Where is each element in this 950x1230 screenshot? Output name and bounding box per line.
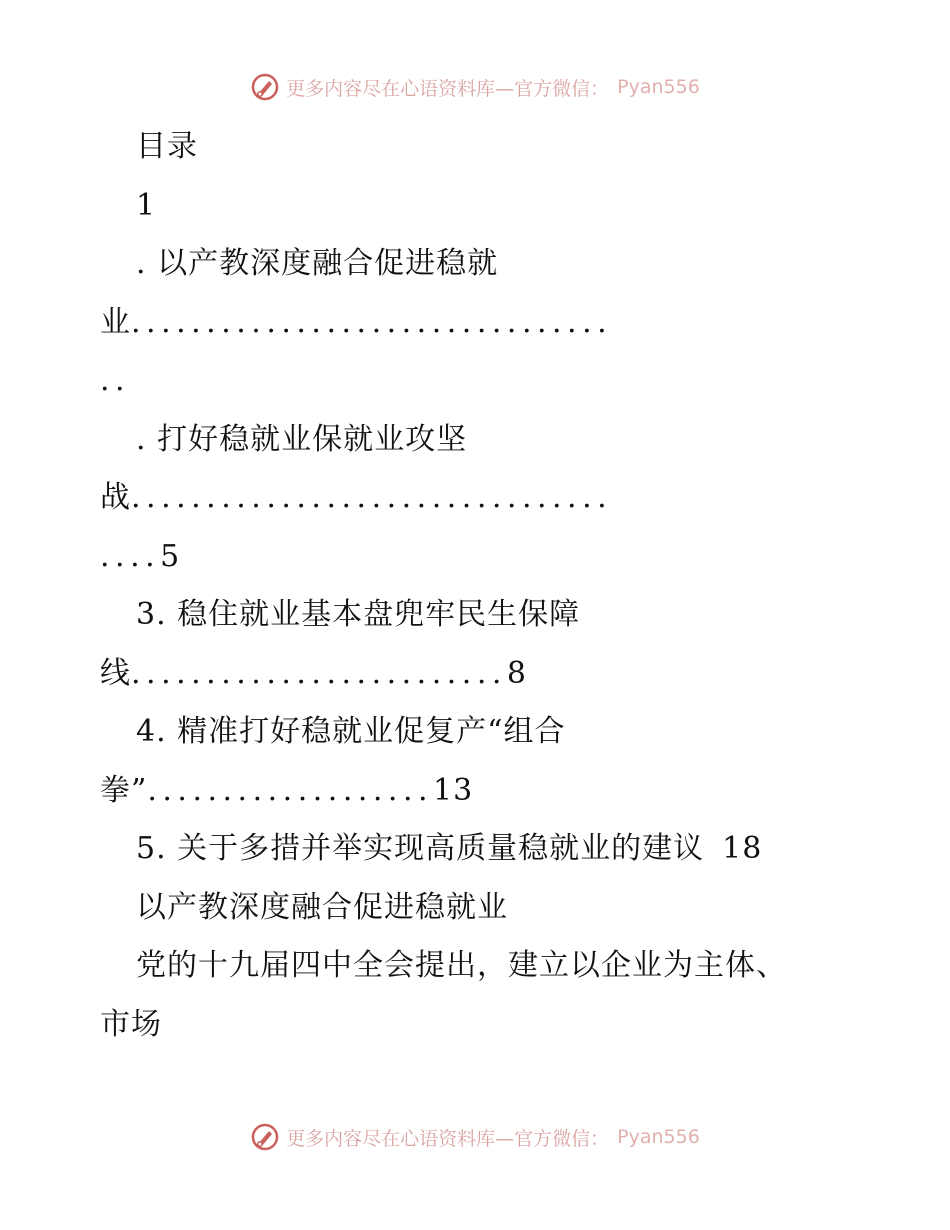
watermark-footer: [0, 1122, 950, 1152]
toc-entry-2-title: . 打好稳就业保就业攻坚: [136, 421, 468, 457]
toc-entry-2-dots: ................................: [131, 480, 613, 515]
watermark-wechat-id: Pyan556: [617, 1126, 700, 1148]
toc-entry-5-title: 5. 关于多措并举实现高质量稳就业的建议: [136, 831, 705, 866]
pen-logo-icon: [250, 72, 280, 102]
toc-entry-2-wrap-label: 战: [100, 480, 131, 515]
toc-entry-4-dots: ...................: [147, 772, 434, 808]
toc-entry-3-title: 3. 稳住就业基本盘兜牢民生保障: [136, 597, 581, 632]
toc-entry-1-leader-cont: [100, 352, 845, 411]
watermark-text: 更多内容尽在心语资料库—官方微信：: [286, 77, 610, 100]
toc-entry-4-title: 4. 精准打好稳就业促复产“组合: [136, 714, 566, 749]
toc-line-number: 1: [136, 187, 157, 223]
toc-entry-2-cont-dots: ....: [100, 538, 161, 574]
document-body: [100, 118, 845, 1054]
toc-entry-1-title: . 以产教深度融合促进稳就: [136, 246, 499, 281]
toc-entry-2-leader-cont: [100, 528, 845, 587]
toc-entry-3-wrap-label: 线: [100, 655, 131, 691]
toc-entry-5: [100, 820, 845, 879]
toc-entry-4-leader: [100, 762, 845, 821]
watermark-wechat-id: Pyan556: [617, 76, 700, 98]
toc-entry-1-cont-dots: ..: [100, 363, 131, 398]
toc-entry-1-wrap-label: 业: [100, 304, 131, 340]
toc-entry-3-leader: [100, 645, 845, 704]
paragraph-line-2: 市场: [100, 1006, 162, 1042]
toc-entry-5-page: 18: [722, 831, 763, 866]
section-title: 以产教深度融合促进稳就业: [136, 889, 508, 925]
toc-entry-1-dots: ................................: [131, 304, 613, 340]
toc-entry-3-page: 8: [506, 655, 527, 691]
paragraph-line-1: 党的十九届四中全会提出，建立以企业为主体、: [136, 948, 787, 983]
toc-entry-3-dots: .........................: [131, 655, 507, 691]
toc-entry-2-leader: [100, 469, 845, 528]
watermark-text: 更多内容尽在心语资料库—官方微信：: [286, 1127, 610, 1150]
watermark-header: [0, 72, 950, 102]
toc-entry-4-wrap-label: 拳”: [100, 772, 148, 808]
toc-heading: 目录: [136, 129, 198, 164]
toc-entry-1-leader: [100, 294, 845, 353]
toc-entry-4-page: 13: [433, 772, 474, 808]
toc-entry-2-page: 5: [160, 538, 181, 574]
pen-logo-icon: [250, 1122, 280, 1152]
